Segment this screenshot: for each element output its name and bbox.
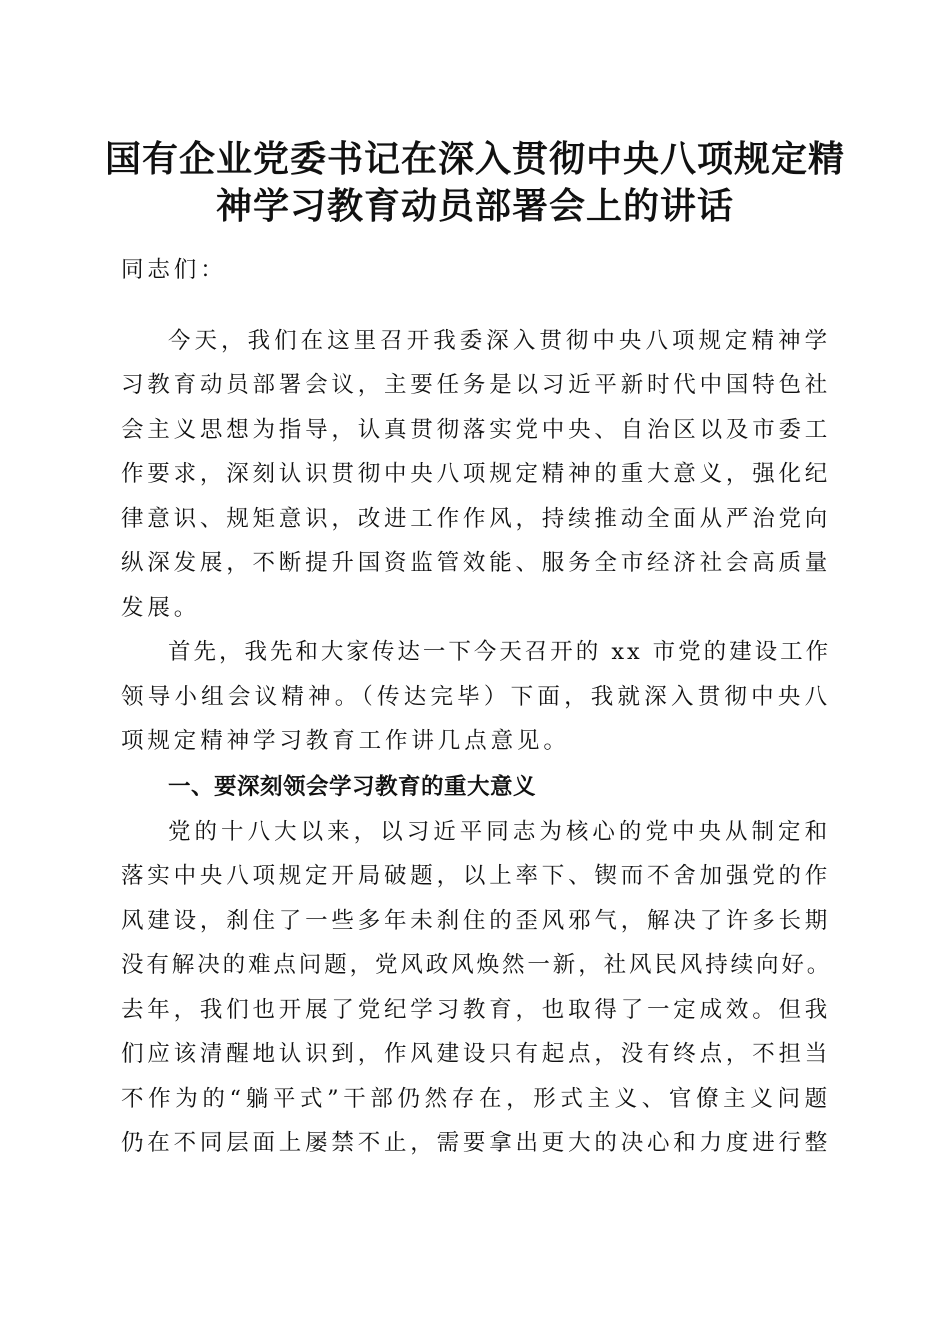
paragraph-3-line: 去年，我们也开展了党纪学习教育，也取得了一定成效。但我 (121, 997, 831, 1023)
paragraph-3-line: 风建设，刹住了一些多年未刹住的歪风邪气，解决了许多长期 (121, 908, 831, 934)
paragraph-3-line: 们应该清醒地认识到，作风建设只有起点，没有终点，不担当 (121, 1041, 831, 1067)
paragraph-2-line: 领导小组会议精神。（传达完毕）下面，我就深入贯彻中央八 (121, 684, 831, 710)
paragraph-3-line: 不作为的“躺平式”干部仍然存在，形式主义、官僚主义问题 (121, 1086, 831, 1112)
paragraph-3-line: 落实中央八项规定开局破题，以上率下、锲而不舍加强党的作 (121, 863, 831, 889)
salutation: 同志们： (121, 257, 227, 283)
paragraph-2-line: 项规定精神学习教育工作讲几点意见。 (121, 728, 570, 754)
paragraph-1-line: 纵深发展，不断提升国资监管效能、服务全市经济社会高质量 (121, 550, 831, 576)
paragraph-1-line: 作要求，深刻认识贯彻中央八项规定精神的重大意义，强化纪 (121, 461, 831, 487)
paragraph-1-line: 发展。 (121, 595, 201, 621)
section-heading-1: 一、要深刻领会学习教育的重大意义 (168, 774, 537, 800)
paragraph-1-line: 律意识、规矩意识，改进工作作风，持续推动全面从严治党向 (121, 506, 831, 532)
paragraph-2-line: 首先，我先和大家传达一下今天召开的 xx 市党的建设工作 (168, 639, 831, 665)
document-title-line-1: 国有企业党委书记在深入贯彻中央八项规定精 (104, 139, 845, 180)
paragraph-3-line: 党的十八大以来，以习近平同志为核心的党中央从制定和 (168, 819, 831, 845)
paragraph-1-line: 今天，我们在这里召开我委深入贯彻中央八项规定精神学 (168, 328, 831, 354)
document-title-line-2: 神学习教育动员部署会上的讲话 (215, 186, 734, 227)
paragraph-1-line: 会主义思想为指导，认真贯彻落实党中央、自治区以及市委工 (121, 417, 831, 443)
paragraph-1-line: 习教育动员部署会议，主要任务是以习近平新时代中国特色社 (121, 372, 831, 398)
paragraph-3-line: 仍在不同层面上屡禁不止，需要拿出更大的决心和力度进行整 (121, 1130, 831, 1156)
paragraph-3-line: 没有解决的难点问题，党风政风焕然一新，社风民风持续向好。 (121, 952, 833, 978)
